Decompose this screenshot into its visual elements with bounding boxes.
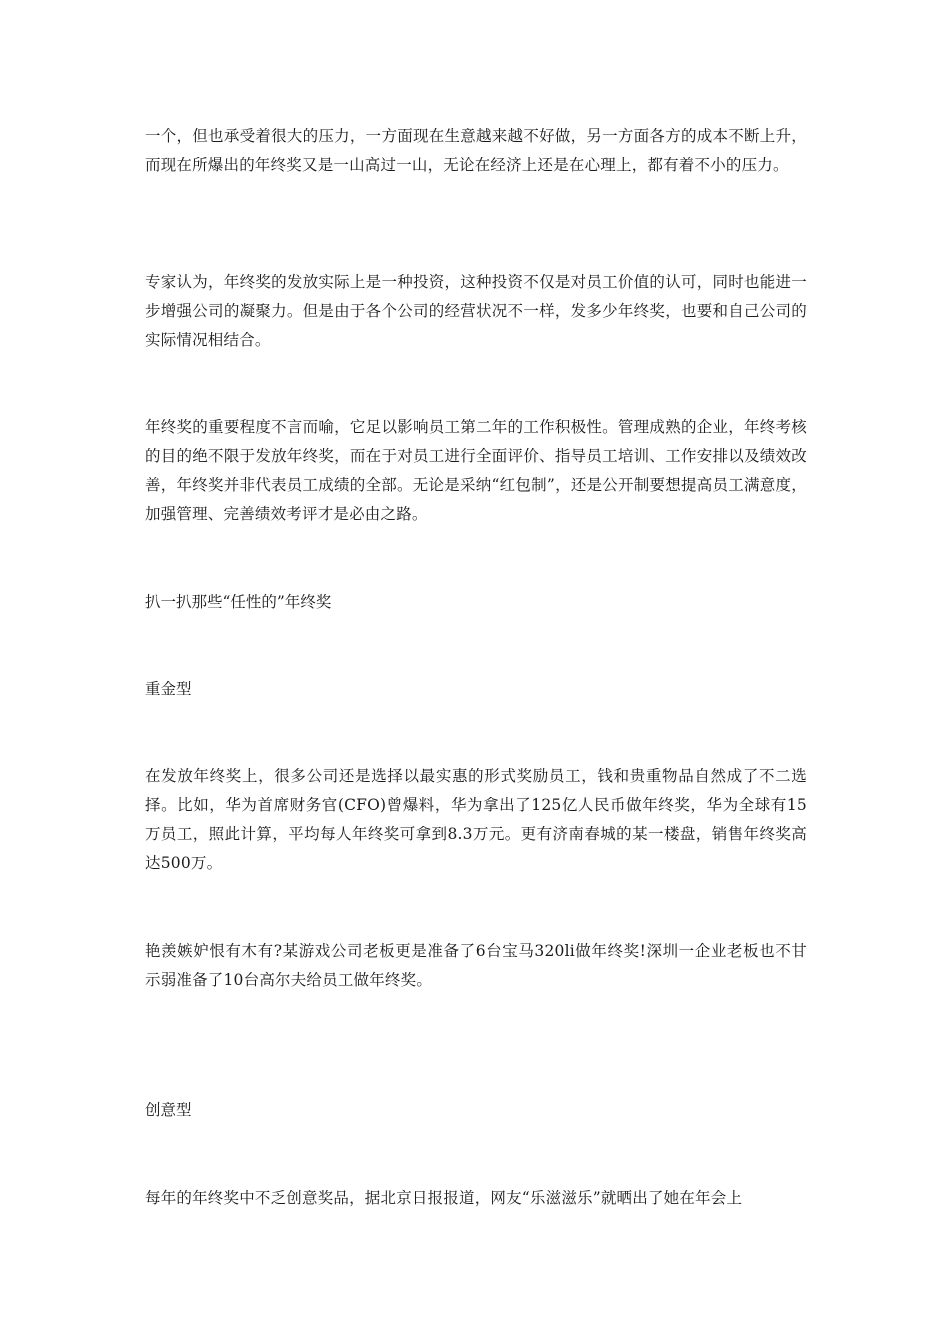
paragraph-pressure: 一个，但也承受着很大的压力，一方面现在生意越来越不好做，另一方面各方的成本不断上升，而现在所爆出的年终奖又是一山高过一山，无论在经济上还是在心理上，都有着不小的压力。 (145, 127, 807, 174)
paragraph-heavy-gold-detail: 在发放年终奖上，很多公司还是选择以最实惠的形式奖励员工，钱和贵重物品自然成了不二选择。比如，华为首席财务官(CFO)曾爆料，华为拿出了125亿人民币做年终奖，华为全球有15万员工，照此计算，平均每人年终奖可拿到8.3万元。更有济南春城的某一楼盘，销售年终奖高达500万。 (145, 767, 807, 872)
subheading-heavy-gold: 重金型 (145, 680, 192, 698)
paragraph-envy: 艳羡嫉妒恨有木有?某游戏公司老板更是准备了6台宝马320li做年终奖!深圳一企业老板也不甘示弱准备了10台高尔夫给员工做年终奖。 (145, 942, 807, 989)
paragraph-importance: 年终奖的重要程度不言而喻，它足以影响员工第二年的工作积极性。管理成熟的企业，年终考核的目的绝不限于发放年终奖，而在于对员工进行全面评价、指导员工培训、工作安排以及绩效改善，年终奖并非代表员工成绩的全部。无论是采纳“红包制”，还是公开制要想提高员工满意度，加强管理、完善绩效考评才是必由之路。 (145, 418, 807, 523)
section-heading-willful-bonus: 扒一扒那些“任性的”年终奖 (145, 593, 332, 611)
paragraph-expert-opinion: 专家认为，年终奖的发放实际上是一种投资，这种投资不仅是对员工价值的认可，同时也能进一步增强公司的凝聚力。但是由于各个公司的经营状况不一样，发多少年终奖，也要和自己公司的实际情况相结合。 (145, 273, 807, 349)
subheading-creative: 创意型 (145, 1101, 192, 1119)
paragraph-creative-detail: 每年的年终奖中不乏创意奖品，据北京日报报道，网友“乐滋滋乐”就晒出了她在年会上 (145, 1189, 743, 1207)
